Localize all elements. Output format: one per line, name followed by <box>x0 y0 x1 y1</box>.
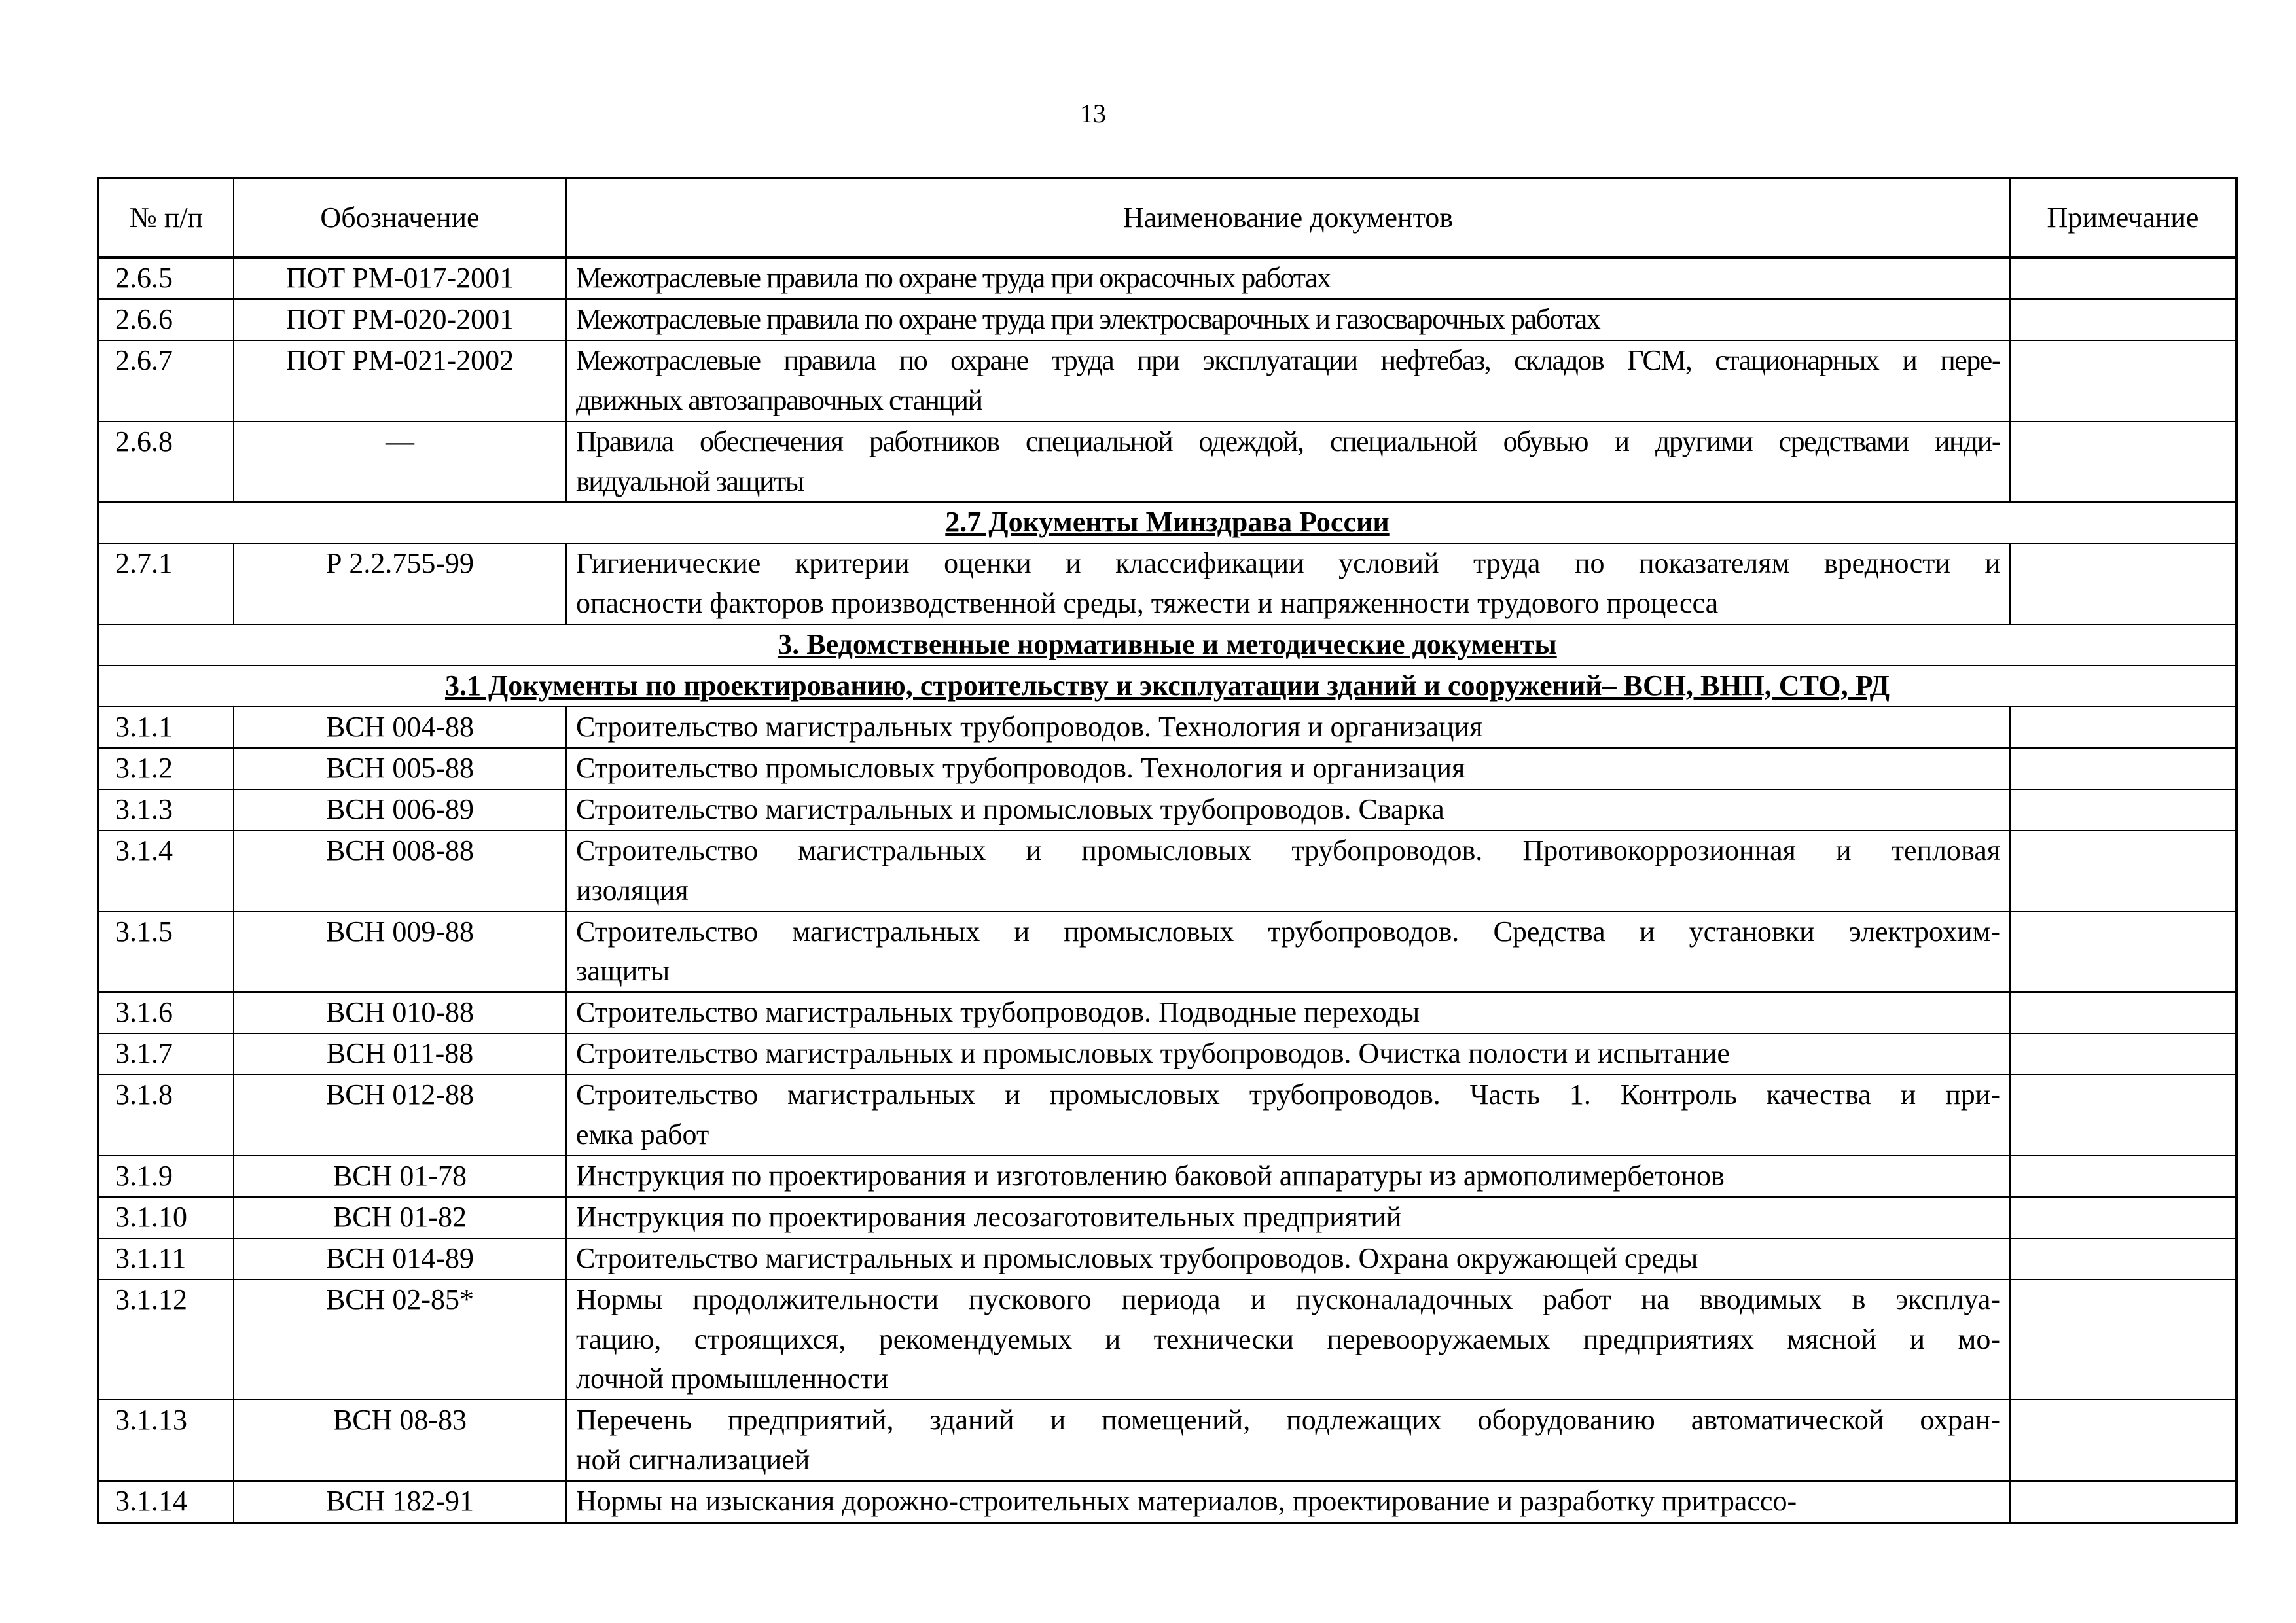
row-note <box>2010 1279 2236 1400</box>
document-name-line: движных автозаправочных станций <box>576 383 982 416</box>
row-number: 3.1.8 <box>98 1075 234 1156</box>
row-note <box>2010 1075 2236 1156</box>
table-row <box>98 1279 2236 1400</box>
document-name-line: Правила обеспечения работников специальной одеждой, специальной обувью и другими средствами инди- <box>576 425 2000 457</box>
table-row <box>98 1156 2236 1197</box>
row-designation: ВСН 02-85* <box>234 1279 566 1400</box>
document-name-line: Строительство магистральных трубопроводов. Подводные переходы <box>576 996 1420 1029</box>
row-number: 2.7.1 <box>98 543 234 624</box>
document-name-line: Строительство магистральных трубопроводов. Технология и организация <box>576 710 1483 743</box>
row-designation: ВСН 012-88 <box>234 1075 566 1156</box>
table-row <box>98 830 2236 912</box>
header-designation: Обозначение <box>234 178 566 257</box>
row-number: 3.1.5 <box>98 912 234 993</box>
table-row <box>98 543 2236 624</box>
document-name-line: Строительство промысловых трубопроводов. Технология и организация <box>576 751 1465 784</box>
row-note <box>2010 543 2236 624</box>
table-row <box>98 707 2236 748</box>
row-number: 3.1.10 <box>98 1197 234 1238</box>
row-note <box>2010 421 2236 503</box>
row-document-name <box>566 1481 2010 1523</box>
row-designation: ВСН 011-88 <box>234 1033 566 1075</box>
row-number: 3.1.7 <box>98 1033 234 1075</box>
document-name-line: лочной промышленности <box>576 1363 889 1395</box>
table-row <box>98 789 2236 830</box>
section-heading-row <box>98 624 2236 666</box>
row-note <box>2010 1238 2236 1279</box>
table-row <box>98 1197 2236 1238</box>
table-row <box>98 257 2236 299</box>
row-document-name <box>566 1075 2010 1156</box>
table-row <box>98 421 2236 503</box>
row-note <box>2010 1481 2236 1523</box>
section-heading-row <box>98 666 2236 707</box>
row-number: 3.1.13 <box>98 1400 234 1481</box>
document-name-line: Межотраслевые правила по охране труда при эксплуатации нефтебаз, складов ГСМ, стационарных и пере- <box>576 344 2000 376</box>
document-name-line: изоляция <box>576 874 689 906</box>
row-document-name <box>566 340 2010 421</box>
row-number: 2.6.6 <box>98 299 234 340</box>
row-document-name <box>566 299 2010 340</box>
row-note <box>2010 707 2236 748</box>
row-document-name <box>566 992 2010 1033</box>
section-heading: 2.7 Документы Минздрава России <box>98 502 2236 543</box>
document-name-line: Строительство магистральных и промысловых трубопроводов. Часть 1. Контроль качества и при- <box>576 1079 2000 1111</box>
row-designation: ВСН 182-91 <box>234 1481 566 1523</box>
header-name: Наименование документов <box>566 178 2010 257</box>
document-name-line: Строительство магистральных и промысловых трубопроводов. Охрана окружающей среды <box>576 1241 1698 1274</box>
document-name-line: Нормы продолжительности пускового периода и пусконаладочных работ на вводимых в эксплуа- <box>576 1283 2000 1315</box>
row-designation: ПОТ РМ-017-2001 <box>234 257 566 299</box>
row-note <box>2010 992 2236 1033</box>
table-row <box>98 299 2236 340</box>
table-row <box>98 1400 2236 1481</box>
document-name-line: Инструкция по проектирования лесозаготовительных предприятий <box>576 1200 1402 1233</box>
table-row <box>98 1075 2236 1156</box>
row-number: 3.1.6 <box>98 992 234 1033</box>
table-row <box>98 1481 2236 1523</box>
document-name-line: Перечень предприятий, зданий и помещений, подлежащих оборудованию автоматической охран- <box>576 1404 2000 1436</box>
table-row <box>98 912 2236 993</box>
row-designation: ВСН 008-88 <box>234 830 566 912</box>
row-number: 2.6.8 <box>98 421 234 503</box>
row-document-name <box>566 1238 2010 1279</box>
header-note: Примечание <box>2010 178 2236 257</box>
row-document-name <box>566 1197 2010 1238</box>
row-note <box>2010 830 2236 912</box>
document-name-line: Строительство магистральных и промысловых трубопроводов. Противокоррозионная и тепловая <box>576 834 2000 866</box>
table-row <box>98 1033 2236 1075</box>
document-name-line: Строительство магистральных и промысловых трубопроводов. Очистка полости и испытание <box>576 1037 1730 1070</box>
document-name-line: емка работ <box>576 1118 709 1151</box>
row-number: 3.1.11 <box>98 1238 234 1279</box>
section-heading-row <box>98 502 2236 543</box>
row-note <box>2010 257 2236 299</box>
row-note <box>2010 299 2236 340</box>
document-name-line: опасности факторов производственной среды, тяжести и напряженности трудового процесса <box>576 587 1719 620</box>
row-number: 3.1.14 <box>98 1481 234 1523</box>
row-number: 3.1.2 <box>98 748 234 789</box>
document-name-line: Строительство магистральных и промысловых трубопроводов. Средства и установки электрохим- <box>576 915 2000 948</box>
row-document-name <box>566 789 2010 830</box>
table-row <box>98 992 2236 1033</box>
document-name-line: защиты <box>576 955 670 988</box>
row-number: 2.6.5 <box>98 257 234 299</box>
row-note <box>2010 1156 2236 1197</box>
row-designation: ВСН 005-88 <box>234 748 566 789</box>
document-name-line: Гигиенические критерии оценки и классификации условий труда по показателям вредности и <box>576 547 2000 580</box>
row-document-name <box>566 257 2010 299</box>
row-note <box>2010 340 2236 421</box>
row-designation: ВСН 010-88 <box>234 992 566 1033</box>
row-designation: ВСН 006-89 <box>234 789 566 830</box>
row-number: 3.1.3 <box>98 789 234 830</box>
row-designation: ПОТ РМ-021-2002 <box>234 340 566 421</box>
row-document-name <box>566 1156 2010 1197</box>
row-number: 3.1.1 <box>98 707 234 748</box>
row-note <box>2010 1033 2236 1075</box>
row-document-name <box>566 543 2010 624</box>
row-note <box>2010 789 2236 830</box>
row-document-name <box>566 912 2010 993</box>
row-number: 3.1.12 <box>98 1279 234 1400</box>
row-number: 3.1.4 <box>98 830 234 912</box>
document-name-line: ной сигнализацией <box>576 1444 810 1476</box>
documents-table <box>97 177 2238 1524</box>
row-designation: ВСН 014-89 <box>234 1238 566 1279</box>
header-num: № п/п <box>98 178 234 257</box>
row-designation: Р 2.2.755-99 <box>234 543 566 624</box>
row-designation: ВСН 009-88 <box>234 912 566 993</box>
document-name-line: Нормы на изыскания дорожно-строительных материалов, проектирование и разработку притрассо- <box>576 1485 1797 1518</box>
document-name-line: Строительство магистральных и промысловых трубопроводов. Сварка <box>576 793 1444 825</box>
page-number: 13 <box>1080 99 1106 128</box>
row-designation: ВСН 08-83 <box>234 1400 566 1481</box>
row-designation: ВСН 01-82 <box>234 1197 566 1238</box>
row-note <box>2010 748 2236 789</box>
document-name-line: видуальной защиты <box>576 465 804 497</box>
table-row <box>98 1238 2236 1279</box>
row-document-name <box>566 421 2010 503</box>
row-designation: ВСН 01-78 <box>234 1156 566 1197</box>
document-name-line: Межотраслевые правила по охране труда при окрасочных работах <box>576 262 1331 294</box>
row-document-name <box>566 830 2010 912</box>
row-note <box>2010 1400 2236 1481</box>
row-document-name <box>566 1033 2010 1075</box>
row-note <box>2010 1197 2236 1238</box>
row-note <box>2010 912 2236 993</box>
section-heading: 3.1 Документы по проектированию, строительству и эксплуатации зданий и сооружений– ВСН, ВНП, СТО, РД <box>98 666 2236 707</box>
table-row <box>98 748 2236 789</box>
row-designation: — <box>234 421 566 503</box>
table-row <box>98 340 2236 421</box>
row-designation: ПОТ РМ-020-2001 <box>234 299 566 340</box>
row-designation: ВСН 004-88 <box>234 707 566 748</box>
row-document-name <box>566 1400 2010 1481</box>
document-name-line: Межотраслевые правила по охране труда при электросварочных и газосварочных работах <box>576 302 1600 335</box>
row-document-name <box>566 1279 2010 1400</box>
row-number: 3.1.9 <box>98 1156 234 1197</box>
section-heading: 3. Ведомственные нормативные и методические документы <box>98 624 2236 666</box>
table-body <box>98 257 2236 1523</box>
document-name-line: тацию, строящихся, рекомендуемых и технически перевооружаемых предприятиях мясной и мо- <box>576 1323 2000 1355</box>
row-document-name <box>566 748 2010 789</box>
table-header-row <box>98 178 2236 257</box>
document-name-line: Инструкция по проектирования и изготовлению баковой аппаратуры из армополимербетонов <box>576 1159 1725 1192</box>
row-number: 2.6.7 <box>98 340 234 421</box>
row-document-name <box>566 707 2010 748</box>
